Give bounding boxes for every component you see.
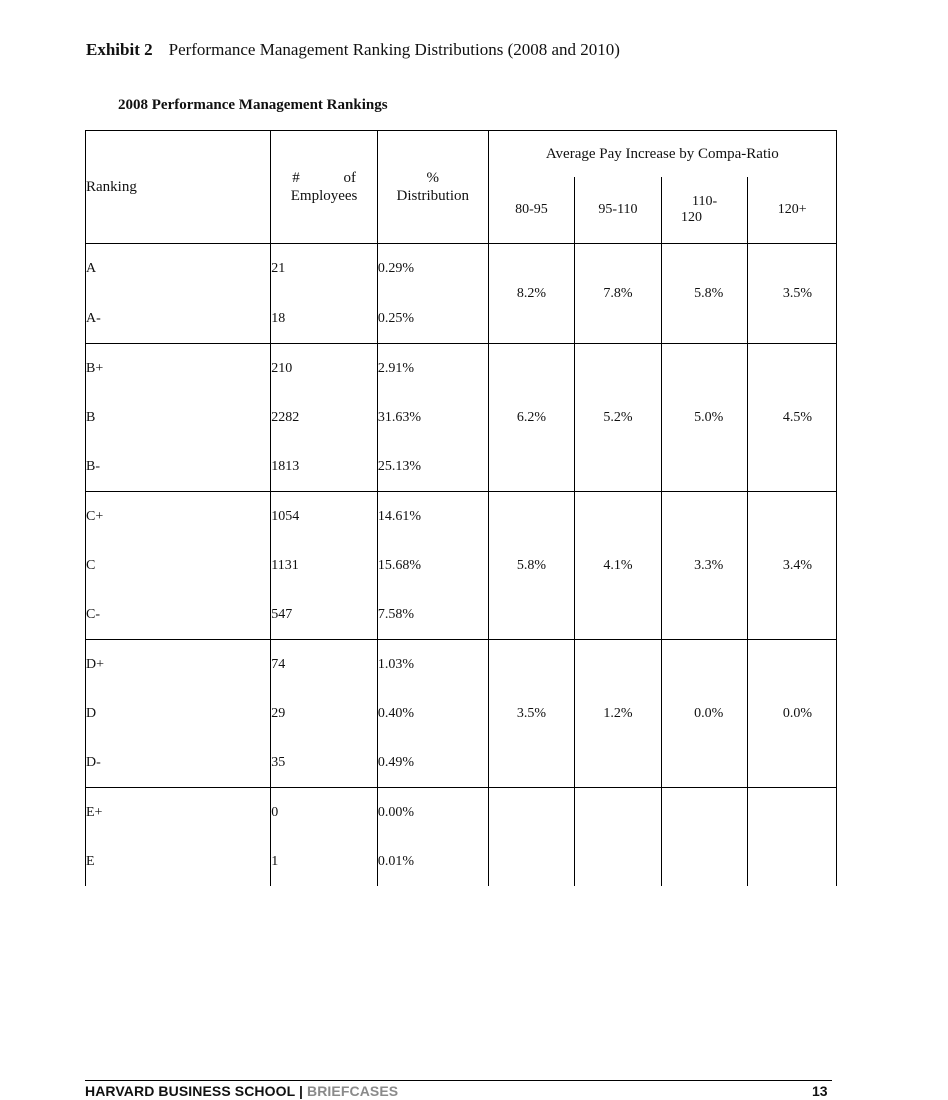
employees-cell: 1813 [271,442,378,492]
ranking-cell: E [86,837,271,886]
distribution-cell: 7.58% [377,590,488,640]
pay-increase-cell: 3.3% [661,492,748,640]
employees-cell: 35 [271,738,378,788]
header-employees: # of Employees [271,131,378,244]
footer-rule [85,1080,832,1081]
ranking-cell: A- [86,294,271,344]
distribution-cell: 0.25% [377,294,488,344]
table-row [86,492,837,542]
distribution-cell: 14.61% [377,492,488,542]
table-row [86,788,837,838]
rankings-table [85,130,837,886]
pay-increase-cell: 0.0% [661,640,748,788]
pay-increase-cell [488,788,575,887]
pay-increase-cell: 8.2% [488,244,575,344]
header-ranking: Ranking [86,131,271,244]
pay-increase-cell: 4.5% [748,344,837,492]
header-band-95-110: 95-110 [575,177,662,244]
ranking-cell: C+ [86,492,271,542]
distribution-cell: 0.29% [377,244,488,295]
employees-cell: 74 [271,640,378,690]
pay-increase-cell: 3.5% [488,640,575,788]
rankings-body [86,244,837,887]
pay-increase-cell [575,788,662,887]
distribution-cell: 0.40% [377,689,488,738]
distribution-cell: 31.63% [377,393,488,442]
pay-increase-cell: 4.1% [575,492,662,640]
pay-increase-cell [661,788,748,887]
employees-cell: 29 [271,689,378,738]
distribution-cell: 0.01% [377,837,488,886]
employees-cell: 1054 [271,492,378,542]
ranking-cell: A [86,244,271,295]
exhibit-title: Performance Management Ranking Distributions (2008 and 2010) [168,40,620,59]
table-row [86,640,837,690]
page-number: 13 [812,1083,828,1099]
distribution-cell: 1.03% [377,640,488,690]
pay-increase-cell: 5.8% [488,492,575,640]
header-band-110-120: 110- 120 [661,177,748,244]
distribution-cell: 15.68% [377,541,488,590]
distribution-cell: 0.49% [377,738,488,788]
header-band-120-plus: 120+ [748,177,837,244]
ranking-cell: D+ [86,640,271,690]
footer-publisher: HARVARD BUSINESS SCHOOL | BRIEFCASES [85,1083,399,1099]
header-distribution: % Distribution [377,131,488,244]
ranking-cell: C- [86,590,271,640]
ranking-cell: D- [86,738,271,788]
employees-cell: 2282 [271,393,378,442]
header-avg-pay-increase: Average Pay Increase by Compa-Ratio [488,131,836,178]
distribution-cell: 0.00% [377,788,488,838]
ranking-cell: B [86,393,271,442]
pay-increase-cell: 5.8% [661,244,748,344]
pay-increase-cell: 1.2% [575,640,662,788]
table-row [86,344,837,394]
employees-cell: 21 [271,244,378,295]
ranking-cell: B+ [86,344,271,394]
pay-increase-cell: 5.0% [661,344,748,492]
pay-increase-cell [748,788,837,887]
pay-increase-cell: 6.2% [488,344,575,492]
ranking-cell: D [86,689,271,738]
employees-cell: 1 [271,837,378,886]
ranking-cell: B- [86,442,271,492]
pay-increase-cell: 7.8% [575,244,662,344]
pay-increase-cell: 5.2% [575,344,662,492]
table-row [86,244,837,295]
pay-increase-cell: 3.5% [748,244,837,344]
employees-cell: 547 [271,590,378,640]
employees-cell: 210 [271,344,378,394]
employees-cell: 18 [271,294,378,344]
exhibit-label: Exhibit 2 [86,40,153,59]
ranking-cell: C [86,541,271,590]
employees-cell: 0 [271,788,378,838]
distribution-cell: 25.13% [377,442,488,492]
pay-increase-cell: 0.0% [748,640,837,788]
ranking-cell: E+ [86,788,271,838]
header-band-80-95: 80-95 [488,177,575,244]
distribution-cell: 2.91% [377,344,488,394]
employees-cell: 1131 [271,541,378,590]
pay-increase-cell: 3.4% [748,492,837,640]
table-title: 2008 Performance Management Rankings [118,97,388,113]
exhibit-heading [86,40,620,60]
